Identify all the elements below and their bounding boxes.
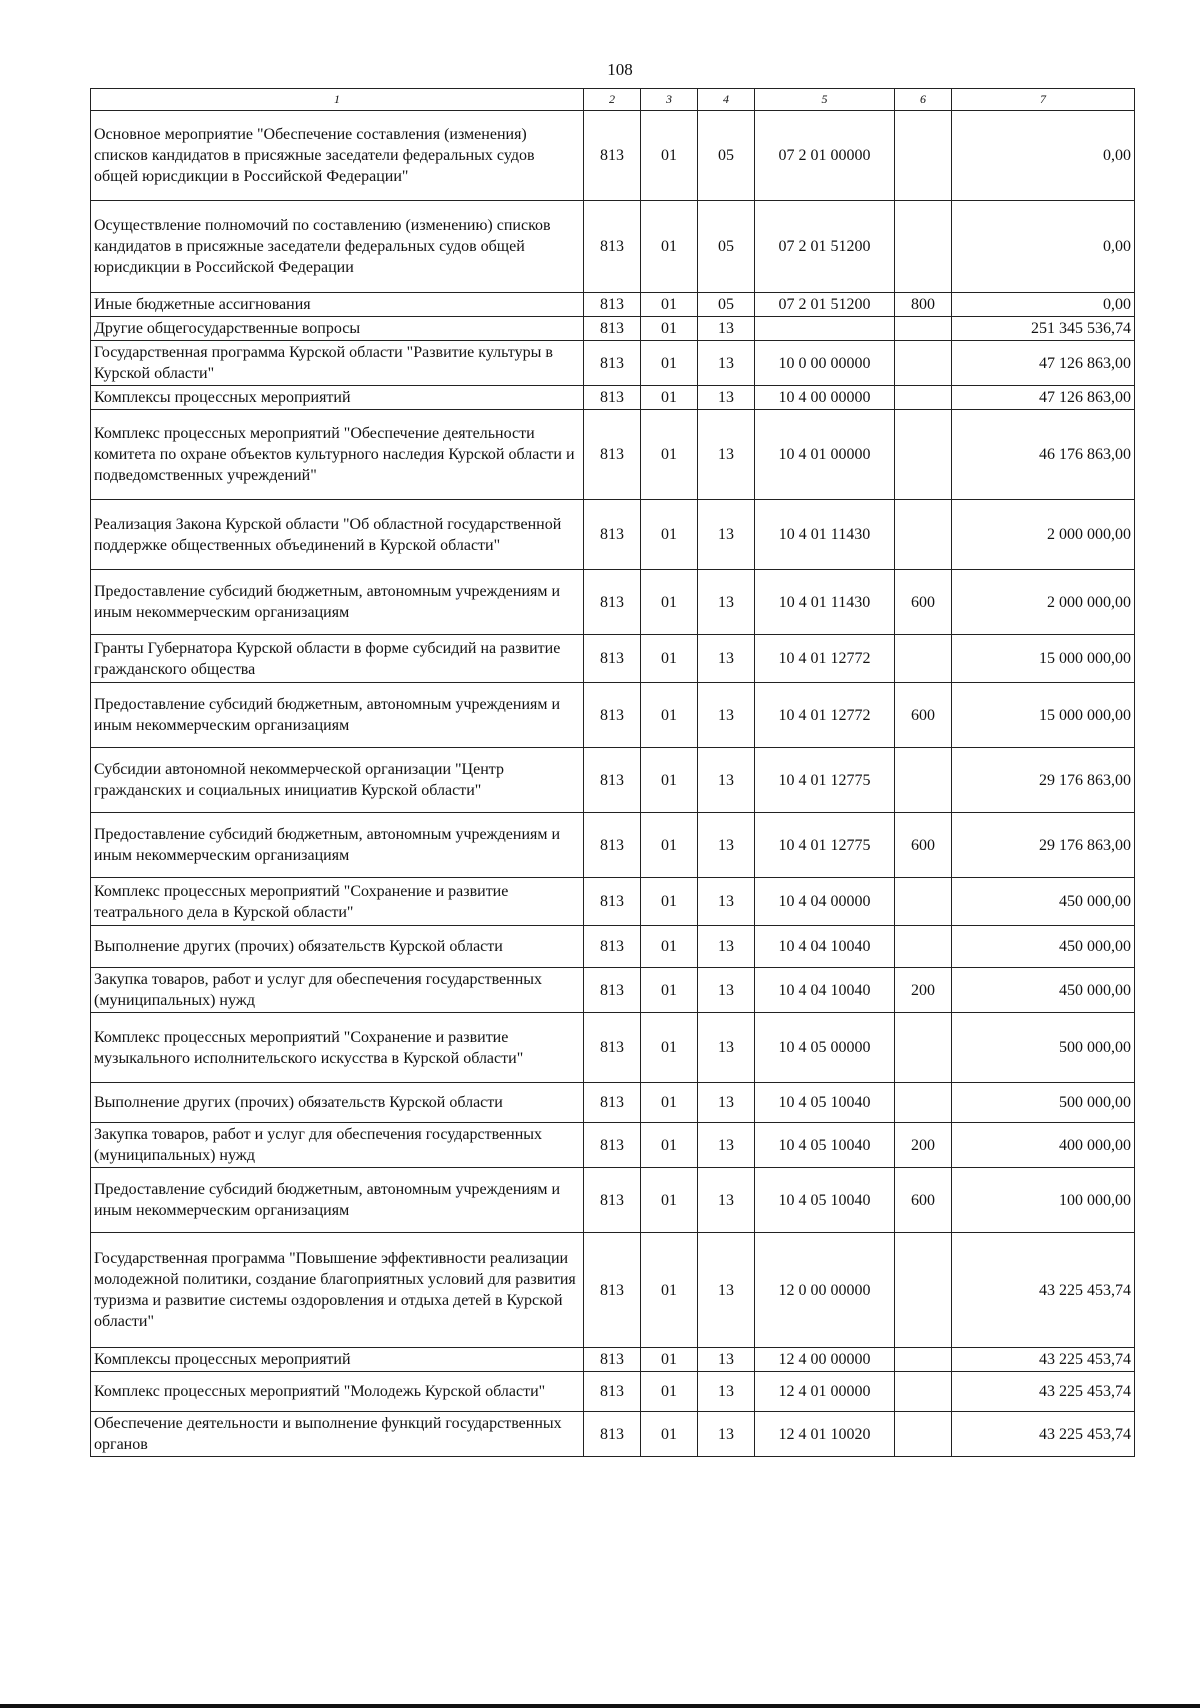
amount: 2 000 000,00 <box>952 570 1135 635</box>
table-row <box>91 293 1135 317</box>
column-number: 5 <box>755 89 895 111</box>
expense-type-code <box>895 111 952 201</box>
section-code: 01 <box>641 386 698 410</box>
amount: 46 176 863,00 <box>952 410 1135 500</box>
target-article-code: 10 4 04 10040 <box>755 968 895 1013</box>
amount: 0,00 <box>952 293 1135 317</box>
column-number: 1 <box>91 89 584 111</box>
page-number: 108 <box>607 60 633 79</box>
expense-type-code <box>895 635 952 683</box>
section-code: 01 <box>641 1348 698 1372</box>
target-article-code: 12 4 00 00000 <box>755 1348 895 1372</box>
expense-type-code <box>895 386 952 410</box>
ministry-code: 813 <box>584 1168 641 1233</box>
table-row <box>91 410 1135 500</box>
section-code: 01 <box>641 500 698 570</box>
table-row <box>91 341 1135 386</box>
amount: 43 225 453,74 <box>952 1372 1135 1412</box>
amount: 43 225 453,74 <box>952 1412 1135 1457</box>
amount: 43 225 453,74 <box>952 1348 1135 1372</box>
subsection-code: 13 <box>698 410 755 500</box>
table-row <box>91 878 1135 926</box>
ministry-code: 813 <box>584 500 641 570</box>
target-article-code: 12 4 01 00000 <box>755 1372 895 1412</box>
target-article-code: 10 4 04 00000 <box>755 878 895 926</box>
table-row <box>91 748 1135 813</box>
expense-type-code <box>895 341 952 386</box>
section-code: 01 <box>641 1013 698 1083</box>
subsection-code: 13 <box>698 1348 755 1372</box>
subsection-code: 13 <box>698 1233 755 1348</box>
subsection-code: 13 <box>698 1013 755 1083</box>
target-article-code: 07 2 01 51200 <box>755 201 895 293</box>
section-code: 01 <box>641 878 698 926</box>
section-code: 01 <box>641 683 698 748</box>
row-name: Комплекс процессных мероприятий "Сохранение и развитие театрального дела в Курской области" <box>91 878 584 926</box>
ministry-code: 813 <box>584 293 641 317</box>
ministry-code: 813 <box>584 570 641 635</box>
target-article-code: 07 2 01 00000 <box>755 111 895 201</box>
subsection-code: 13 <box>698 1372 755 1412</box>
table-row <box>91 683 1135 748</box>
subsection-code: 13 <box>698 1412 755 1457</box>
ministry-code: 813 <box>584 1233 641 1348</box>
ministry-code: 813 <box>584 635 641 683</box>
row-name: Гранты Губернатора Курской области в форме субсидий на развитие гражданского общества <box>91 635 584 683</box>
amount: 29 176 863,00 <box>952 813 1135 878</box>
subsection-code: 13 <box>698 813 755 878</box>
section-code: 01 <box>641 570 698 635</box>
table-row <box>91 635 1135 683</box>
section-code: 01 <box>641 1372 698 1412</box>
row-name: Субсидии автономной некоммерческой организации "Центр гражданских и социальных инициатив Курской области" <box>91 748 584 813</box>
target-article-code: 10 4 05 00000 <box>755 1013 895 1083</box>
row-name: Иные бюджетные ассигнования <box>91 293 584 317</box>
target-article-code: 10 0 00 00000 <box>755 341 895 386</box>
ministry-code: 813 <box>584 748 641 813</box>
row-name: Основное мероприятие "Обеспечение составления (изменения) списков кандидатов в присяжные заседатели федеральных судов общей юрисдикции в Российской Федерации" <box>91 111 584 201</box>
expense-type-code: 200 <box>895 1123 952 1168</box>
ministry-code: 813 <box>584 317 641 341</box>
row-name: Комплексы процессных мероприятий <box>91 1348 584 1372</box>
scan-edge-line <box>0 1704 1200 1708</box>
target-article-code: 10 4 01 12775 <box>755 748 895 813</box>
subsection-code: 05 <box>698 201 755 293</box>
subsection-code: 13 <box>698 317 755 341</box>
expense-type-code <box>895 410 952 500</box>
ministry-code: 813 <box>584 926 641 968</box>
subsection-code: 13 <box>698 1168 755 1233</box>
subsection-code: 13 <box>698 748 755 813</box>
target-article-code: 10 4 05 10040 <box>755 1123 895 1168</box>
section-code: 01 <box>641 1168 698 1233</box>
subsection-code: 13 <box>698 878 755 926</box>
row-name: Предоставление субсидий бюджетным, автономным учреждениям и иным некоммерческим организациям <box>91 813 584 878</box>
budget-table <box>90 88 1135 1457</box>
table-row <box>91 813 1135 878</box>
ministry-code: 813 <box>584 201 641 293</box>
ministry-code: 813 <box>584 813 641 878</box>
expense-type-code: 200 <box>895 968 952 1013</box>
amount: 0,00 <box>952 201 1135 293</box>
table-row <box>91 1083 1135 1123</box>
row-name: Обеспечение деятельности и выполнение функций государственных органов <box>91 1412 584 1457</box>
ministry-code: 813 <box>584 1013 641 1083</box>
section-code: 01 <box>641 341 698 386</box>
row-name: Закупка товаров, работ и услуг для обеспечения государственных (муниципальных) нужд <box>91 1123 584 1168</box>
expense-type-code <box>895 201 952 293</box>
expense-type-code: 600 <box>895 813 952 878</box>
ministry-code: 813 <box>584 683 641 748</box>
row-name: Государственная программа "Повышение эффективности реализации молодежной политики, создание благоприятных условий для развития туризма и развитие системы оздоровления и отдыха детей в Курской области" <box>91 1233 584 1348</box>
ministry-code: 813 <box>584 1083 641 1123</box>
subsection-code: 13 <box>698 1083 755 1123</box>
expense-type-code <box>895 1013 952 1083</box>
target-article-code: 10 4 00 00000 <box>755 386 895 410</box>
row-name: Закупка товаров, работ и услуг для обеспечения государственных (муниципальных) нужд <box>91 968 584 1013</box>
table-row <box>91 570 1135 635</box>
table-row <box>91 1372 1135 1412</box>
target-article-code: 10 4 01 12775 <box>755 813 895 878</box>
table-row <box>91 500 1135 570</box>
row-name: Комплекс процессных мероприятий "Сохранение и развитие музыкального исполнительского искусства в Курской области" <box>91 1013 584 1083</box>
table-row <box>91 317 1135 341</box>
ministry-code: 813 <box>584 878 641 926</box>
target-article-code: 10 4 01 11430 <box>755 500 895 570</box>
section-code: 01 <box>641 926 698 968</box>
target-article-code: 12 0 00 00000 <box>755 1233 895 1348</box>
amount: 400 000,00 <box>952 1123 1135 1168</box>
section-code: 01 <box>641 111 698 201</box>
target-article-code: 10 4 04 10040 <box>755 926 895 968</box>
column-number: 6 <box>895 89 952 111</box>
target-article-code: 10 4 05 10040 <box>755 1083 895 1123</box>
subsection-code: 05 <box>698 111 755 201</box>
amount: 500 000,00 <box>952 1083 1135 1123</box>
column-number: 4 <box>698 89 755 111</box>
column-number: 2 <box>584 89 641 111</box>
target-article-code: 10 4 01 00000 <box>755 410 895 500</box>
expense-type-code: 800 <box>895 293 952 317</box>
amount: 15 000 000,00 <box>952 683 1135 748</box>
column-number-row <box>91 89 1135 111</box>
ministry-code: 813 <box>584 341 641 386</box>
table-row <box>91 1348 1135 1372</box>
table-row <box>91 386 1135 410</box>
table-row <box>91 111 1135 201</box>
expense-type-code <box>895 1412 952 1457</box>
section-code: 01 <box>641 410 698 500</box>
row-name: Комплекс процессных мероприятий "Обеспечение деятельности комитета по охране объектов культурного наследия Курской области и подведомственных учреждений" <box>91 410 584 500</box>
expense-type-code <box>895 1083 952 1123</box>
section-code: 01 <box>641 813 698 878</box>
section-code: 01 <box>641 748 698 813</box>
amount: 47 126 863,00 <box>952 386 1135 410</box>
amount: 47 126 863,00 <box>952 341 1135 386</box>
amount: 450 000,00 <box>952 878 1135 926</box>
row-name: Выполнение других (прочих) обязательств Курской области <box>91 1083 584 1123</box>
expense-type-code <box>895 1348 952 1372</box>
expense-type-code <box>895 878 952 926</box>
target-article-code: 10 4 01 12772 <box>755 683 895 748</box>
subsection-code: 13 <box>698 968 755 1013</box>
ministry-code: 813 <box>584 968 641 1013</box>
expense-type-code <box>895 1372 952 1412</box>
ministry-code: 813 <box>584 1412 641 1457</box>
expense-type-code: 600 <box>895 570 952 635</box>
amount: 0,00 <box>952 111 1135 201</box>
row-name: Реализация Закона Курской области "Об областной государственной поддержке общественных объединений в Курской области" <box>91 500 584 570</box>
expense-type-code <box>895 926 952 968</box>
expense-type-code <box>895 1233 952 1348</box>
amount: 450 000,00 <box>952 968 1135 1013</box>
subsection-code: 13 <box>698 635 755 683</box>
amount: 450 000,00 <box>952 926 1135 968</box>
expense-type-code <box>895 500 952 570</box>
amount: 15 000 000,00 <box>952 635 1135 683</box>
target-article-code: 12 4 01 10020 <box>755 1412 895 1457</box>
section-code: 01 <box>641 968 698 1013</box>
table-row <box>91 926 1135 968</box>
row-name: Предоставление субсидий бюджетным, автономным учреждениям и иным некоммерческим организациям <box>91 570 584 635</box>
section-code: 01 <box>641 293 698 317</box>
table-row <box>91 1233 1135 1348</box>
column-number: 3 <box>641 89 698 111</box>
row-name: Комплексы процессных мероприятий <box>91 386 584 410</box>
expense-type-code: 600 <box>895 683 952 748</box>
section-code: 01 <box>641 635 698 683</box>
row-name: Осуществление полномочий по составлению (изменению) списков кандидатов в присяжные заседатели федеральных судов общей юрисдикции в Российской Федерации <box>91 201 584 293</box>
section-code: 01 <box>641 1233 698 1348</box>
section-code: 01 <box>641 1083 698 1123</box>
amount: 43 225 453,74 <box>952 1233 1135 1348</box>
target-article-code: 10 4 01 11430 <box>755 570 895 635</box>
ministry-code: 813 <box>584 386 641 410</box>
ministry-code: 813 <box>584 1123 641 1168</box>
section-code: 01 <box>641 201 698 293</box>
expense-type-code <box>895 748 952 813</box>
row-name: Предоставление субсидий бюджетным, автономным учреждениям и иным некоммерческим организациям <box>91 1168 584 1233</box>
expense-type-code: 600 <box>895 1168 952 1233</box>
table-row <box>91 201 1135 293</box>
target-article-code <box>755 317 895 341</box>
target-article-code: 10 4 01 12772 <box>755 635 895 683</box>
amount: 29 176 863,00 <box>952 748 1135 813</box>
subsection-code: 13 <box>698 341 755 386</box>
column-number: 7 <box>952 89 1135 111</box>
subsection-code: 13 <box>698 683 755 748</box>
table-row <box>91 1013 1135 1083</box>
subsection-code: 13 <box>698 1123 755 1168</box>
subsection-code: 13 <box>698 500 755 570</box>
target-article-code: 10 4 05 10040 <box>755 1168 895 1233</box>
section-code: 01 <box>641 317 698 341</box>
subsection-code: 13 <box>698 570 755 635</box>
ministry-code: 813 <box>584 1348 641 1372</box>
ministry-code: 813 <box>584 410 641 500</box>
subsection-code: 05 <box>698 293 755 317</box>
target-article-code: 07 2 01 51200 <box>755 293 895 317</box>
section-code: 01 <box>641 1412 698 1457</box>
row-name: Комплекс процессных мероприятий "Молодежь Курской области" <box>91 1372 584 1412</box>
ministry-code: 813 <box>584 1372 641 1412</box>
table-row <box>91 1123 1135 1168</box>
expense-type-code <box>895 317 952 341</box>
row-name: Другие общегосударственные вопросы <box>91 317 584 341</box>
amount: 500 000,00 <box>952 1013 1135 1083</box>
subsection-code: 13 <box>698 386 755 410</box>
ministry-code: 813 <box>584 111 641 201</box>
table-row <box>91 1168 1135 1233</box>
table-row <box>91 968 1135 1013</box>
row-name: Предоставление субсидий бюджетным, автономным учреждениям и иным некоммерческим организациям <box>91 683 584 748</box>
amount: 100 000,00 <box>952 1168 1135 1233</box>
row-name: Выполнение других (прочих) обязательств Курской области <box>91 926 584 968</box>
amount: 251 345 536,74 <box>952 317 1135 341</box>
amount: 2 000 000,00 <box>952 500 1135 570</box>
row-name: Государственная программа Курской области "Развитие культуры в Курской области" <box>91 341 584 386</box>
table-row <box>91 1412 1135 1457</box>
subsection-code: 13 <box>698 926 755 968</box>
section-code: 01 <box>641 1123 698 1168</box>
